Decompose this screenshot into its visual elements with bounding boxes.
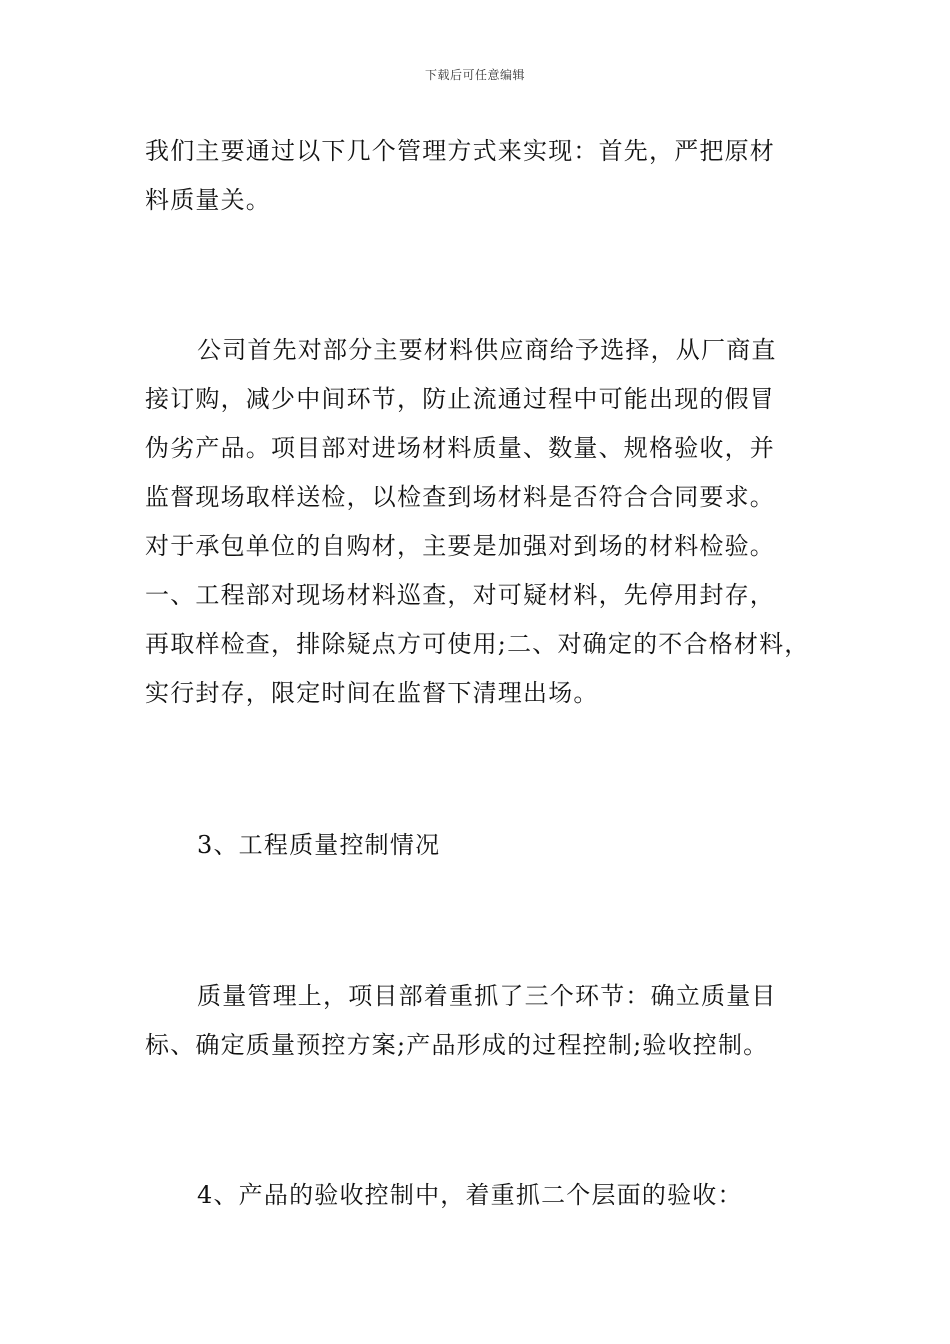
text-line: 一、工程部对现场材料巡查，对可疑材料，先停用封存，	[145, 581, 775, 609]
heading-text: 4、产品的验收控制中，着重抓二个层面的验收：	[197, 1181, 743, 1209]
text-line: 接订购，减少中间环节，防止流通过程中可能出现的假冒	[145, 385, 775, 413]
text-line: 对于承包单位的自购材，主要是加强对到场的材料检验。	[145, 532, 775, 560]
text-line: 质量管理上，项目部着重抓了三个环节：确立质量目	[197, 982, 777, 1010]
text-line: 料质量关。	[145, 186, 271, 214]
paragraph-materials-intro	[145, 127, 825, 225]
section-heading-quality-control	[145, 821, 825, 870]
text-line: 监督现场取样送检，以检查到场材料是否符合合同要求。	[145, 483, 775, 511]
paragraph-quality-management	[145, 972, 825, 1070]
heading-text: 3、工程质量控制情况	[197, 831, 441, 859]
text-line: 公司首先对部分主要材料供应商给予选择，从厂商直	[197, 336, 777, 364]
paragraph-supplier-selection	[145, 326, 825, 718]
text-line: 标、确定质量预控方案;产品形成的过程控制;验收控制。	[145, 1031, 769, 1059]
page-header: 下载后可任意编辑	[424, 68, 525, 82]
text-line: 伪劣产品。项目部对进场材料质量、数量、规格验收，并	[145, 434, 775, 462]
text-line: 再取样检查，排除疑点方可使用;二、对确定的不合格材料，	[145, 630, 810, 658]
text-line: 实行封存，限定时间在监督下清理出场。	[145, 679, 599, 707]
section-heading-acceptance-control	[145, 1171, 825, 1220]
text-line: 我们主要通过以下几个管理方式来实现：首先，严把原材	[145, 137, 775, 165]
